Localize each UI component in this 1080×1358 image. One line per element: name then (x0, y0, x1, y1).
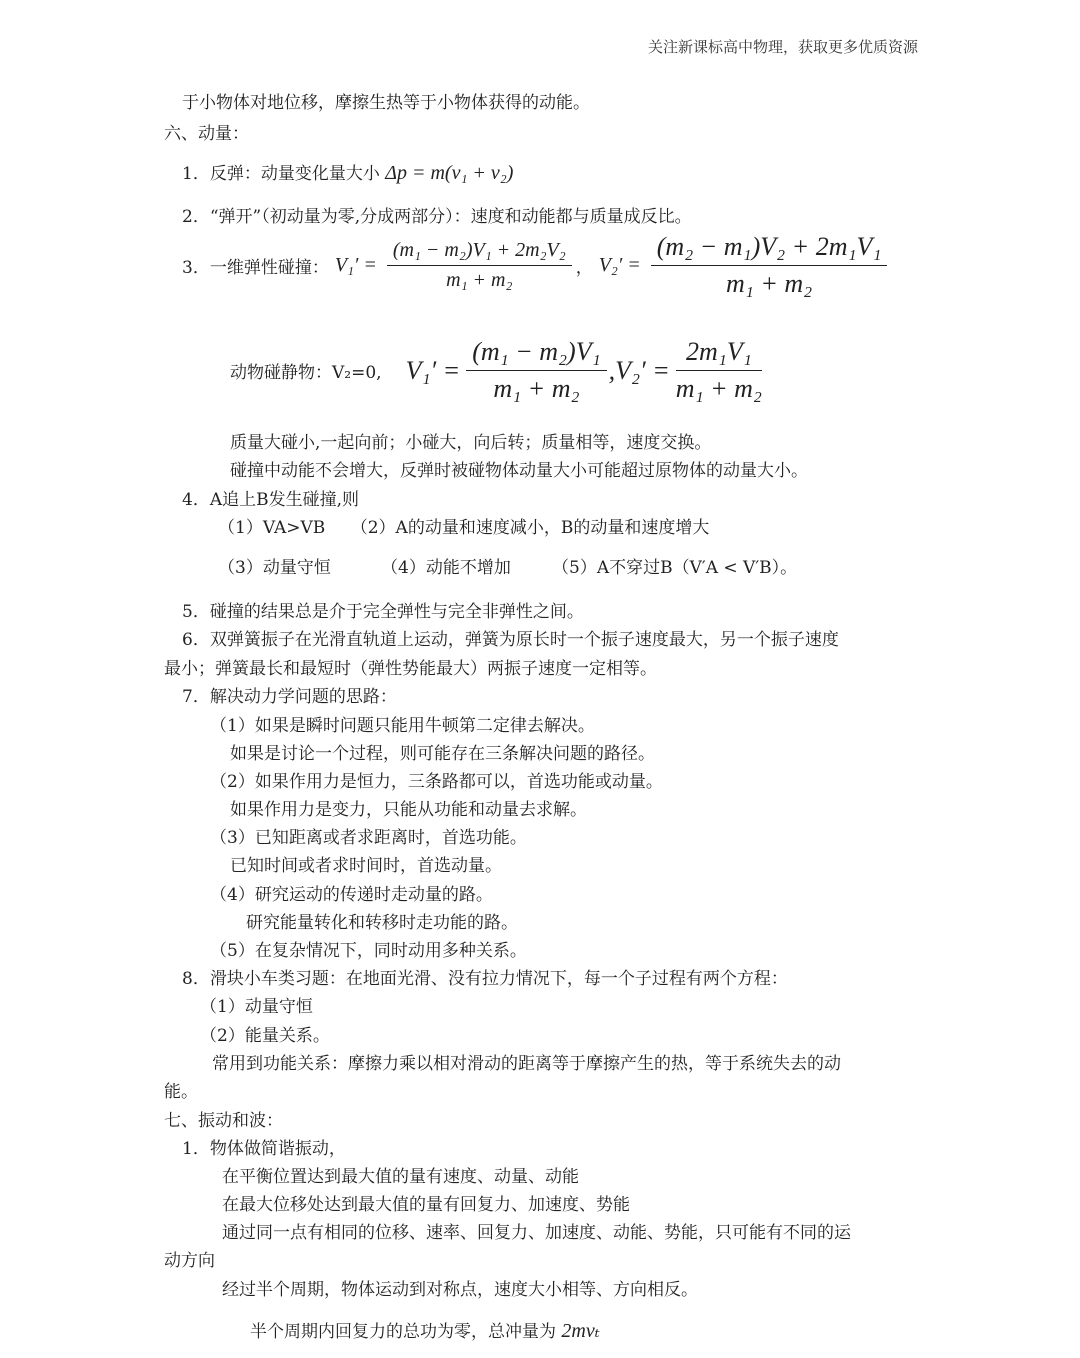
v1-prime-denominator-2: m₁ + m₂ (493, 374, 580, 403)
vib-item-1: 1．物体做简谐振动， (182, 1139, 346, 1159)
v2-prime-denominator: m₁ + m₂ (726, 269, 813, 298)
item-4-sub-2a: （3）动量守恒 (218, 558, 331, 578)
page-header: 关注新课标高中物理，获取更多优质资源 (647, 38, 918, 56)
text-line: 碰撞中动能不会增大，反弹时被碰物体动量大小可能超过原物体的动量大小。 (230, 461, 808, 481)
vib-item-1-line: 动方向 (164, 1251, 215, 1271)
item-1-text: 1．反弹：动量变化量大小 (182, 164, 380, 184)
impulse-formula: 2mvₜ (561, 1320, 600, 1342)
item-6-line-1: 6．双弹簧振子在光滑直轨道上运动，弹簧为原长时一个振子速度最大，另一个振子速度 (182, 630, 839, 650)
item-8-sub: （2）能量关系。 (200, 1026, 330, 1046)
v1-prime-denominator: m₁ + m₂ (446, 269, 513, 291)
v2-prime-fraction (651, 232, 888, 299)
item-7-sub: 如果是讨论一个过程，则可能存在三条解决问题的路径。 (230, 744, 655, 764)
section-heading: 六、动量： (164, 124, 249, 144)
v1-prime-numerator-2: (m₁ − m₂)V₁ (466, 337, 606, 371)
item-6-line-2: 最小；弹簧最长和最短时（弹性势能最大）两振子速度一定相等。 (164, 659, 657, 679)
v2-prime-numerator: (m₂ − m₁)V₂ + 2m₁V₁ (651, 232, 888, 266)
item-7: 7．解决动力学问题的思路： (182, 687, 397, 707)
vib-item-1-line: 经过半个周期，物体运动到对称点，速度大小相等、方向相反。 (222, 1280, 698, 1300)
momentum-change-formula: Δp = m(v₁ + v₂) (385, 162, 514, 184)
item-7-sub: （3）已知距离或者求距离时，首选功能。 (210, 828, 527, 848)
item-7-sub: （1）如果是瞬时问题只能用牛顿第二定律去解决。 (210, 716, 595, 736)
vib-item-1-line (250, 1320, 600, 1343)
v1-prime-fraction-2 (466, 337, 606, 404)
item-8-sub: （1）动量守恒 (200, 997, 313, 1017)
v1-prime-lhs-2: V₁′ = (405, 355, 461, 385)
item-8: 8．滑块小车类习题：在地面光滑、没有拉力情况下，每一个子过程有两个方程： (182, 969, 788, 989)
item-8-note-1: 常用到功能关系：摩擦力乘以相对滑动的距离等于摩擦产生的热，等于系统失去的动 (212, 1054, 841, 1074)
item-4-sub-2c: （5）A不穿过B（V′A < V′B）。 (552, 558, 798, 578)
v1-prime-lhs: V₁′ = (334, 254, 377, 276)
vib-item-1-line: 通过同一点有相同的位移、速率、回复力、加速度、动能、势能，只可能有不同的运 (222, 1223, 851, 1243)
v2-prime-numerator-2: 2m₁V₁ (676, 337, 762, 371)
item-3-label: 3．一维弹性碰撞： (182, 258, 329, 278)
text-line: 于小物体对地位移，摩擦生热等于小物体获得的动能。 (182, 93, 590, 113)
item-7-sub: 已知时间或者求时间时，首选动量。 (230, 856, 502, 876)
stationary-label: 动物碰静物：V₂=0, (230, 363, 382, 383)
formula-separator: ， (575, 258, 593, 278)
v1-prime-numerator: (m₁ − m₂)V₁ + 2m₂V₂ (387, 239, 572, 266)
item-7-sub: （4）研究运动的传递时走动量的路。 (210, 885, 493, 905)
item-1 (182, 162, 513, 185)
item-5: 5．碰撞的结果总是介于完全弹性与完全非弹性之间。 (182, 602, 584, 622)
v2-prime-fraction-2 (676, 337, 762, 404)
vib-item-1-line: 在平衡位置达到最大值的量有速度、动量、动能 (222, 1167, 579, 1187)
item-7-sub: （2）如果作用力是恒力，三条路都可以，首选功能或动量。 (210, 772, 663, 792)
stationary-collision-formula (230, 337, 762, 404)
item-4-sub-2b: （4）动能不增加 (381, 558, 511, 578)
item-7-sub: 如果作用力是变力，只能从功能和动量去求解。 (230, 800, 587, 820)
item-7-sub: 研究能量转化和转移时走功能的路。 (246, 913, 518, 933)
v2-prime-denominator-2: m₁ + m₂ (675, 374, 762, 403)
v2-prime-lhs: V₂′ = (598, 254, 641, 276)
elastic-collision-formula (182, 232, 887, 299)
item-8-note-2: 能。 (164, 1082, 198, 1102)
text-line: 质量大碰小,一起向前；小碰大，向后转；质量相等，速度交换。 (230, 433, 712, 453)
impulse-text: 半个周期内回复力的总功为零，总冲量为 (250, 1322, 556, 1342)
item-2: 2．“弹开”（初动量为零,分成两部分）：速度和动能都与质量成反比。 (182, 207, 692, 227)
vib-item-1-line: 在最大位移处达到最大值的量有回复力、加速度、势能 (222, 1195, 630, 1215)
item-7-sub: （5）在复杂情况下，同时动用多种关系。 (210, 941, 527, 961)
v1-prime-fraction (387, 239, 572, 292)
item-4: 4．A追上B发生碰撞,则 (182, 490, 359, 510)
item-4-sub-1: （1）VA>VB （2）A的动量和速度减小，B的动量和速度增大 (218, 518, 710, 538)
section-heading: 七、振动和波： (164, 1111, 283, 1131)
v2-prime-lhs-2: ,V₂′ = (608, 355, 670, 385)
